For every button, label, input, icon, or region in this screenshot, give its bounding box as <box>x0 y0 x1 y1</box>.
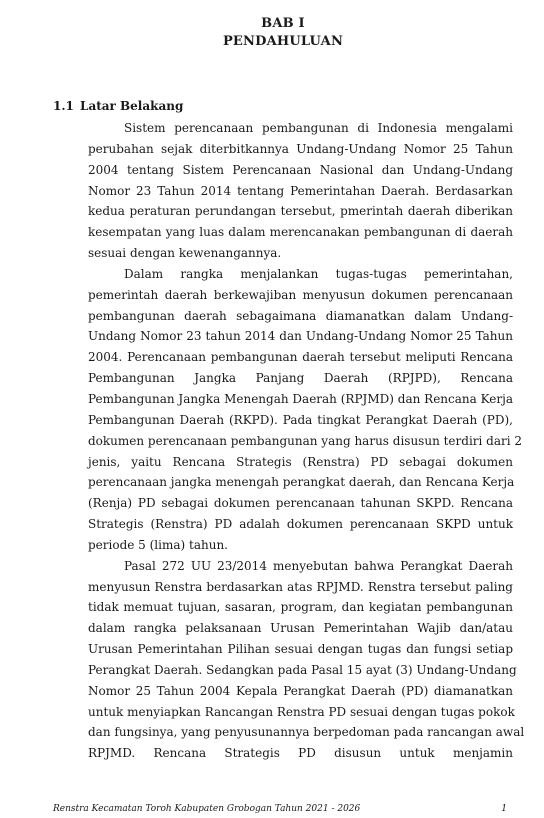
text-line: dokumen perencanaan pembangunan yang harus disusun terdiri dari 2 <box>88 433 523 448</box>
text-line: Pembangunan Daerah (RKPD). Pada tingkat Perangkat Daerah (PD), <box>88 412 513 427</box>
footer-text: Renstra Kecamatan Toroh Kabupaten Grobogan Tahun 2021 - 2026 <box>53 804 361 814</box>
chapter-title: PENDAHULUAN <box>222 34 344 49</box>
text-line: sesuai dengan kewenangannya. <box>88 246 282 261</box>
page-footer <box>53 803 507 815</box>
text-line: periode 5 (lima) tahun. <box>88 537 228 552</box>
text-line: pembangunan daerah sebagaimana diamanatkan dalam Undang- <box>88 308 513 323</box>
text-line: kedua peraturan perundangan tersebut, pmerintah daerah diberikan <box>88 204 513 219</box>
chapter-number: BAB I <box>261 16 305 31</box>
text-line: perencanaan jangka menengah perangkat daerah, dan Rencana Kerja <box>88 475 515 490</box>
text-line: Strategis (Renstra) PD adalah dokumen perencanaan SKPD untuk <box>88 517 513 532</box>
text-line: Sistem perencanaan pembangunan di Indonesia mengalami <box>124 121 513 135</box>
page-title <box>0 15 544 51</box>
text-line: Pasal 272 UU 23/2014 menyebutan bahwa Perangkat Daerah <box>124 558 513 573</box>
text-line: pemerintah daerah berkewajiban menyusun dokumen perencanaan <box>88 287 513 302</box>
text-line: Urusan Pemerintahan Pilihan sesuai dengan tugas dan fungsi setiap <box>88 642 513 657</box>
text-line: Dalam rangka menjalankan tugas-tugas pemerintahan, <box>124 266 513 281</box>
text-line: 2004 tentang Sistem Perencanaan Nasional dan Undang-Undang <box>88 162 513 177</box>
text-line: tidak memuat tujuan, sasaran, program, dan kegiatan pembangunan <box>88 600 513 615</box>
text-line: Pembangunan Jangka Menengah Daerah (RPJMD) dan Rencana Kerja <box>88 391 513 406</box>
text-line: 2004. Perencanaan pembangunan daerah tersebut meliputi Rencana <box>88 350 513 365</box>
text-line: dan fungsinya, yang penyusunannya berpedoman pada rancangan awal <box>88 725 525 740</box>
paragraph <box>88 264 523 556</box>
section-title: Latar Belakang <box>80 99 184 113</box>
text-line: (Renja) PD sebagai dokumen perencanaan tahunan SKPD. Rencana <box>88 496 513 511</box>
body-text <box>88 118 525 764</box>
paragraph <box>88 556 525 764</box>
text-line: menyusun Renstra berdasarkan atas RPJMD. Renstra tersebut paling <box>88 579 513 594</box>
text-line: Nomor 23 Tahun 2014 tentang Pemerintahan Daerah. Berdasarkan <box>88 183 513 198</box>
text-line: Perangkat Daerah. Sedangkan pada Pasal 15 ayat (3) Undang-Undang <box>88 662 517 677</box>
text-line: Undang Nomor 23 tahun 2014 dan Undang-Undang Nomor 25 Tahun <box>88 329 513 344</box>
text-line: kesempatan yang luas dalam merencanakan pembangunan di daerah <box>88 225 513 240</box>
text-line: dalam rangka pelaksanaan Urusan Pemerintahan Wajib dan/atau <box>88 621 513 636</box>
section-heading <box>53 98 183 114</box>
text-line: untuk menyiapkan Rancangan Renstra PD sesuai dengan tugas pokok <box>88 704 515 719</box>
paragraph <box>88 118 513 264</box>
page-number: 1 <box>501 804 507 814</box>
text-line: Pembangunan Jangka Panjang Daerah (RPJPD), Rencana <box>88 371 513 386</box>
section-number: 1.1 <box>53 99 74 113</box>
text-line: perubahan sejak diterbitkannya Undang-Undang Nomor 25 Tahun <box>88 141 513 156</box>
text-line: jenis, yaitu Rencana Strategis (Renstra) PD sebagai dokumen <box>88 454 513 469</box>
text-line: Nomor 25 Tahun 2004 Kepala Perangkat Daerah (PD) diamanatkan <box>88 683 513 698</box>
text-line: RPJMD. Rencana Strategis PD disusun untuk menjamin <box>88 746 513 761</box>
